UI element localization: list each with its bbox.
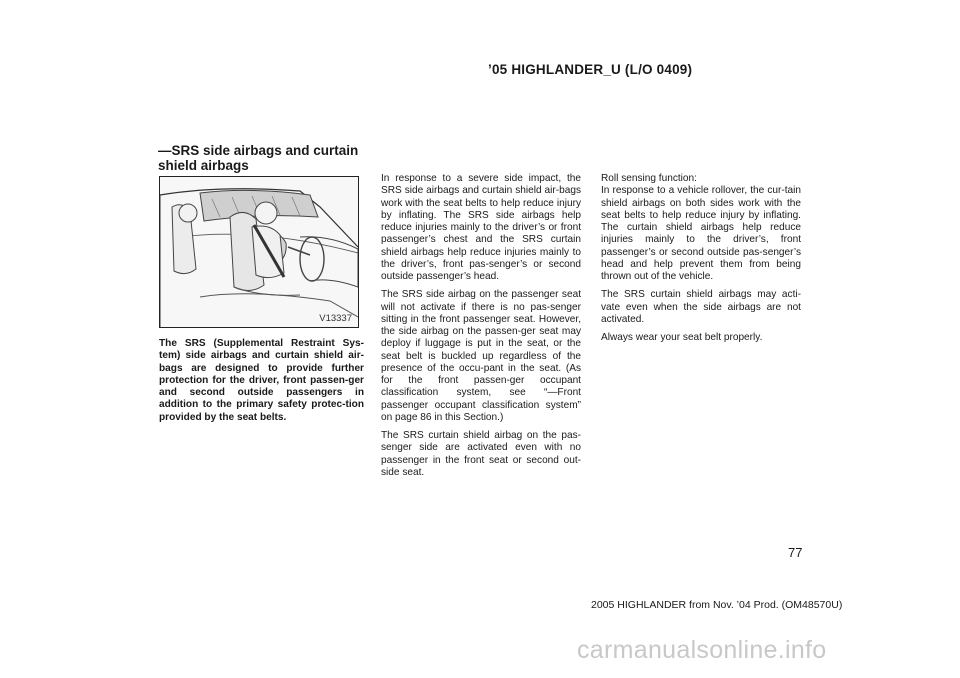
paragraph: The SRS curtain shield airbag on the pas-senger side are activated even with no passenger in the front seat or second out-side seat.	[381, 430, 581, 478]
watermark: carmanualsonline.info	[577, 636, 827, 664]
document-footer: 2005 HIGHLANDER from Nov. ’04 Prod. (OM48570U)	[591, 599, 843, 611]
page-number: 77	[788, 545, 803, 560]
figure-code: V13337	[319, 313, 352, 324]
section-heading: —SRS side airbags and curtain shield airbags	[158, 143, 359, 173]
paragraph: The SRS curtain shield airbags may acti-vate even when the side airbags are not activated.	[601, 289, 801, 325]
paragraph: In response to a severe side impact, the SRS side airbags and curtain shield air-bags work with the seat belts to help reduce injury by inflating. The SRS side airbags help reduce injuries mainly to the driver’s or front passenger’s chest and the SRS curtain shield airbags help reduce injuries mainly to the driver’s, front pas-senger’s or second outside passenger’s head.	[381, 173, 581, 282]
right-column	[601, 173, 801, 350]
subheading: Roll sensing function:	[601, 173, 697, 184]
paragraph: The SRS side airbag on the passenger seat will not activate if there is no pas-senger sitting in the front passenger seat. However, the side airbag on the passen-ger seat may deploy if luggage is put in the seat, or the seat belt is buckled up regardless of the presence of the occu-pant in the seat. (As for the front passen-ger occupant classification system, see “—Front passenger occupant classification system” on page 86 in this Section.)	[381, 289, 581, 423]
paragraph-group	[601, 173, 801, 283]
paragraph: In response to a vehicle rollover, the cur-tain shield airbags on both sides work with the seat belts to help reduce injury by inflating. The curtain shield airbags help reduce injuries mainly to the driver’s, front passenger’s or second outside pas-senger’s head and help prevent them from being thrown out of the vehicle.	[601, 185, 801, 282]
airbag-illustration-drawing	[160, 177, 358, 327]
paragraph: Always wear your seat belt properly.	[601, 332, 763, 343]
figure-caption: The SRS (Supplemental Restraint Sys-tem) side airbags and curtain shield air-bags are designed to provide further protection for the driver, front passen-ger and second outside passengers in addition to the primary safety protec-tion provided by the seat belts.	[159, 338, 364, 423]
document-header: ’05 HIGHLANDER_U (L/O 0409)	[488, 62, 693, 77]
airbag-illustration	[159, 176, 359, 328]
middle-column	[381, 173, 581, 485]
